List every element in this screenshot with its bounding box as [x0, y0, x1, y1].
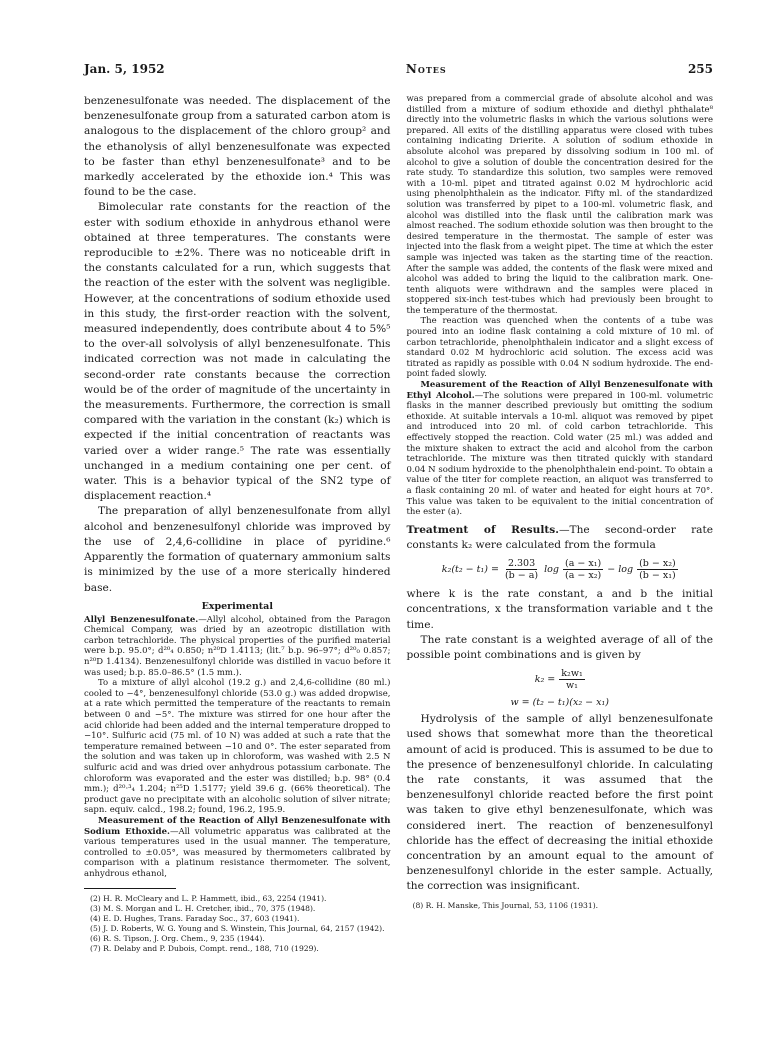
- header-date: Jan. 5, 1952: [84, 62, 165, 76]
- paragraph-text: —All volumetric apparatus was calibrated at the various temperatures used in the usual manner. The temperature, controlled to ±0.05°, was measured by thermometers calibrated by comparison with a platinum resistance thermometer. The solvent, anhydrous ethanol,: [84, 826, 391, 879]
- paragraph-text: —Allyl alcohol, obtained from the Paragon Chemical Company, was dried by an azeotropic distillation with carbon tetrachloride. The physical properties of the purified material were b.p. 95.0°; d²⁰₄ 0.850; n²⁰D 1.4113; (lit.⁷ b.p. 96–97°; d²⁰₀ 0.857; n²⁰D 1.4134). Benzenesulfonyl chloride was distilled in vacuo before it was used; b.p. 85.0–86.5° (1.5 mm.).: [84, 614, 391, 678]
- equation-lhs: k₂(t₂ − t₁) =: [441, 564, 499, 576]
- log-operator: log: [544, 564, 559, 576]
- section-heading: Experimental: [201, 600, 273, 612]
- paragraph: The preparation of allyl benzenesulfonate from allyl alcohol and benzenesulfonyl chloride was improved by the use of 2,4,6-collidine in place of pyridine.⁶ Apparently the formation of quaternary ammonium salts is minimized by the use of a more sterically hindered base.: [84, 505, 391, 594]
- rate-equation: [407, 558, 714, 581]
- footnote: (6) R. S. Tipson, J. Org. Chem., 9, 235 (1944).: [90, 933, 265, 943]
- paragraph: The rate constant is a weighted average of all of the possible point combinations and is given by: [406, 633, 713, 661]
- left-column: [84, 94, 391, 954]
- footnote: (4) E. D. Hughes, Trans. Faraday Soc., 37, 603 (1941).: [90, 913, 300, 923]
- header-section: Notes: [405, 62, 447, 76]
- page-number: 255: [687, 62, 713, 76]
- denominator: w₁: [566, 680, 578, 692]
- paragraph: benzenesulfonate was needed. The displacement of the benzenesulfonate group from a saturated carbon atom is analogous to the displacement of the chloro group² and the ethanolysis of allyl benzenesulfonate was expected to be faster than ethyl benzenesulfonate³ and to be markedly accelerated by the ethoxide ion.⁴ This was found to be the case.: [84, 95, 391, 199]
- footnote-rule: [84, 888, 176, 889]
- experimental-paragraph: To a mixture of allyl alcohol (19.2 g.) and 2,4,6-collidine (80 ml.) cooled to −4°, benzenesulfonyl chloride (53.0 g.) was added dropwise, at a rate which permitted the temperature of the reactants to remain between 0 and −5°. The mixture was stirred for one hour after the acid chloride had been added and the internal temperature dropped to −10°. Sulfuric acid (75 ml. of 10 N) was added at such a rate that the temperature remained between −10 and 0°. The ester separated from the solution and was taken up in chloroform, was washed with 2.5 N sulfuric acid and was dried over anhydrous potassium carbonate. The chloroform was evaporated and the ester was distilled; b.p. 98° (0.4 mm.); d²⁰·³₄ 1.204; n²⁵D 1.5177; yield 39.6 g. (66% theoretical). The product gave no precipitate with an alcoholic solution of silver nitrate; sapn. equiv. calcd., 198.2; found, 196.2, 195.9.: [84, 678, 391, 816]
- paragraph: Bimolecular rate constants for the reaction of the ester with sodium ethoxide in anhydrous ethanol were obtained at three temperatures. The constants were reproducible to ±2%. There was no noticeable drift in the constants calculated for a run, which suggests that the reaction of the ester with the solvent was negligible. However, at the concentrations of sodium ethoxide used in this study, the first-order reaction with the solvent, measured independently, does contribute about 4 to 5%⁵ to the over-all solvolysis of allyl benzenesulfonate. This indicated correction was not made in calculating the second-order rate constants because the correction would be of the order of magnitude of the uncertainty in the measurements. Furthermore, the correction is small compared with the variation in the constant (k₂) which is expected if the initial concentration of reactants was varied over a wider range.⁵ The rate was essentially unchanged in a medium containing one per cent. of water. This is a behavior typical of the SN2 type of displacement reaction.⁴: [84, 201, 391, 503]
- numerator: 2.303: [507, 558, 536, 570]
- footnote: (5) J. D. Roberts, W. G. Young and S. Winstein, This Journal, 64, 2157 (1942).: [90, 923, 385, 933]
- experimental-paragraph: was prepared from a commercial grade of absolute alcohol and was distilled from a mixture of sodium ethoxide and diethyl phthalate⁸ directly into the volumetric flasks in which the various solutions were prepared. All exits of the distilling apparatus were closed with tubes containing indicating Drierite. A solution of sodium ethoxide in absolute alcohol was prepared by dissolving sodium in 100 ml. of alcohol to give a solution of double the concentration desired for the rate study. To standardize this solution, two samples were removed with a 10-ml. pipet and titrated against 0.02 M hydrochloric acid using phenolphthalein as the indicator. Fifty ml. of the standardized solution was transferred by pipet to a 100-ml. volumetric flask, and alcohol was distilled into the flask until the calibration mark was almost reached. The sodium ethoxide solution was then brought to the desired temperature in the thermostat. The sample of ester was injected into the flask from a weight pipet. The time at which the ester sample was injected was taken as the starting time of the reaction. After the sample was added, the contents of the flask were mixed and alcohol was added to bring the liquid to the calibration mark. One-tenth aliquots were withdrawn and the samples were placed in stoppered six-inch test-tubes which had previously been brought to the temperature of the thermostat.: [406, 94, 713, 316]
- footnote: (8) R. H. Manske, This Journal, 53, 1106 (1931).: [412, 900, 599, 910]
- experimental-paragraph: [84, 615, 391, 679]
- paragraph-text: —The solutions were prepared in 100-ml. volumetric flasks in the manner described previously but omitting the sodium ethoxide. At suitable intervals a 10-ml. aliquot was removed by pipet and introduced into 20 ml. of cold carbon tetrachloride. This effectively stopped the reaction. Cold water (25 ml.) was added and the mixture shaken to extract the acid and alcohol from the carbon tetrachloride. The mixture was then titrated quickly with standard 0.04 N sodium hydroxide to the phenolphthalein end-point. To obtain a value of the titer for complete reaction, an aliquot was transferred to a flask containing 20 ml. of water and heated for eight hours at 70°. This value was taken to be equivalent to the initial concentration of the ester (a).: [406, 390, 713, 518]
- paragraph-run-in-heading: Measurement of the Reaction of Allyl Benzenesulfonate with Ethyl Alcohol.: [406, 380, 713, 401]
- paragraph: where k is the rate constant, a and b the initial concentrations, x the transformation variable and t the time.: [406, 588, 713, 631]
- two-column-body: [84, 94, 713, 954]
- experimental-paragraph: [84, 816, 391, 880]
- footnote: (7) R. Delaby and P. Dubois, Compt. rend., 188, 710 (1929).: [90, 943, 319, 953]
- equation-lhs: k₂ =: [534, 674, 556, 686]
- denominator: (b − x₁): [639, 570, 676, 582]
- weight-equation: w = (t₂ − t₁)(x₂ − x₁): [510, 697, 610, 709]
- fraction: [563, 558, 603, 581]
- numerator: k₂w₁: [561, 668, 583, 680]
- footnotes: [407, 901, 714, 911]
- paragraph: Hydrolysis of the sample of allyl benzenesulfonate used shows that somewhat more than the theoretical amount of acid is produced. This is assumed to be due to the presence of benzenesulfonyl chloride. In calculating the rate constants, it was assumed that the benzenesulfonyl chloride reacted before the first point was taken to give ethyl benzenesulfonate, which was considered inert. The reaction of benzenesulfonyl chloride has the effect of decreasing the initial ethoxide concentration by an amount equal to the amount of benzenesulfonyl chloride in the ester sample. Actually, the correction was insignificant.: [406, 713, 713, 893]
- running-header: [84, 62, 713, 84]
- numerator: (b − x₂): [639, 558, 676, 570]
- right-column: [407, 94, 714, 954]
- footnote: (2) H. R. McCleary and L. P. Hammett, ibid., 63, 2254 (1941).: [90, 893, 327, 903]
- paragraph-run-in-heading: Measurement of the Reaction of Allyl Benzenesulfonate with Sodium Ethoxide.: [84, 815, 391, 837]
- results-paragraph: [407, 523, 714, 553]
- paragraph-run-in-heading: Allyl Benzenesulfonate.: [84, 614, 199, 625]
- log-operator: − log: [607, 564, 634, 576]
- fraction: [503, 558, 540, 581]
- paragraph-run-in-heading: Treatment of Results.: [406, 523, 559, 536]
- footnote: (3) M. S. Morgan and L. H. Cretcher, ibid., 70, 375 (1948).: [90, 903, 316, 913]
- weighted-average-equation: [407, 668, 714, 691]
- paragraph-text: —The second-order rate constants k₂ were calculated from the formula: [406, 523, 713, 551]
- footnotes: [84, 894, 391, 954]
- experimental-paragraph: The reaction was quenched when the contents of a tube was poured into an iodine flask containing a cold mixture of 10 ml. of carbon tetrachloride, phenolphthalein indicator and a slight excess of standard 0.02 M hydrochloric acid solution. The excess acid was titrated as rapidly as possible with 0.04 N sodium hydroxide. The end-point faded slowly.: [406, 316, 713, 380]
- denominator: (b − a): [504, 570, 539, 582]
- numerator: (a − x₁): [564, 558, 602, 570]
- fraction: [559, 668, 585, 691]
- fraction: [637, 558, 678, 581]
- denominator: (a − x₂): [564, 570, 602, 582]
- experimental-paragraph: [407, 380, 714, 518]
